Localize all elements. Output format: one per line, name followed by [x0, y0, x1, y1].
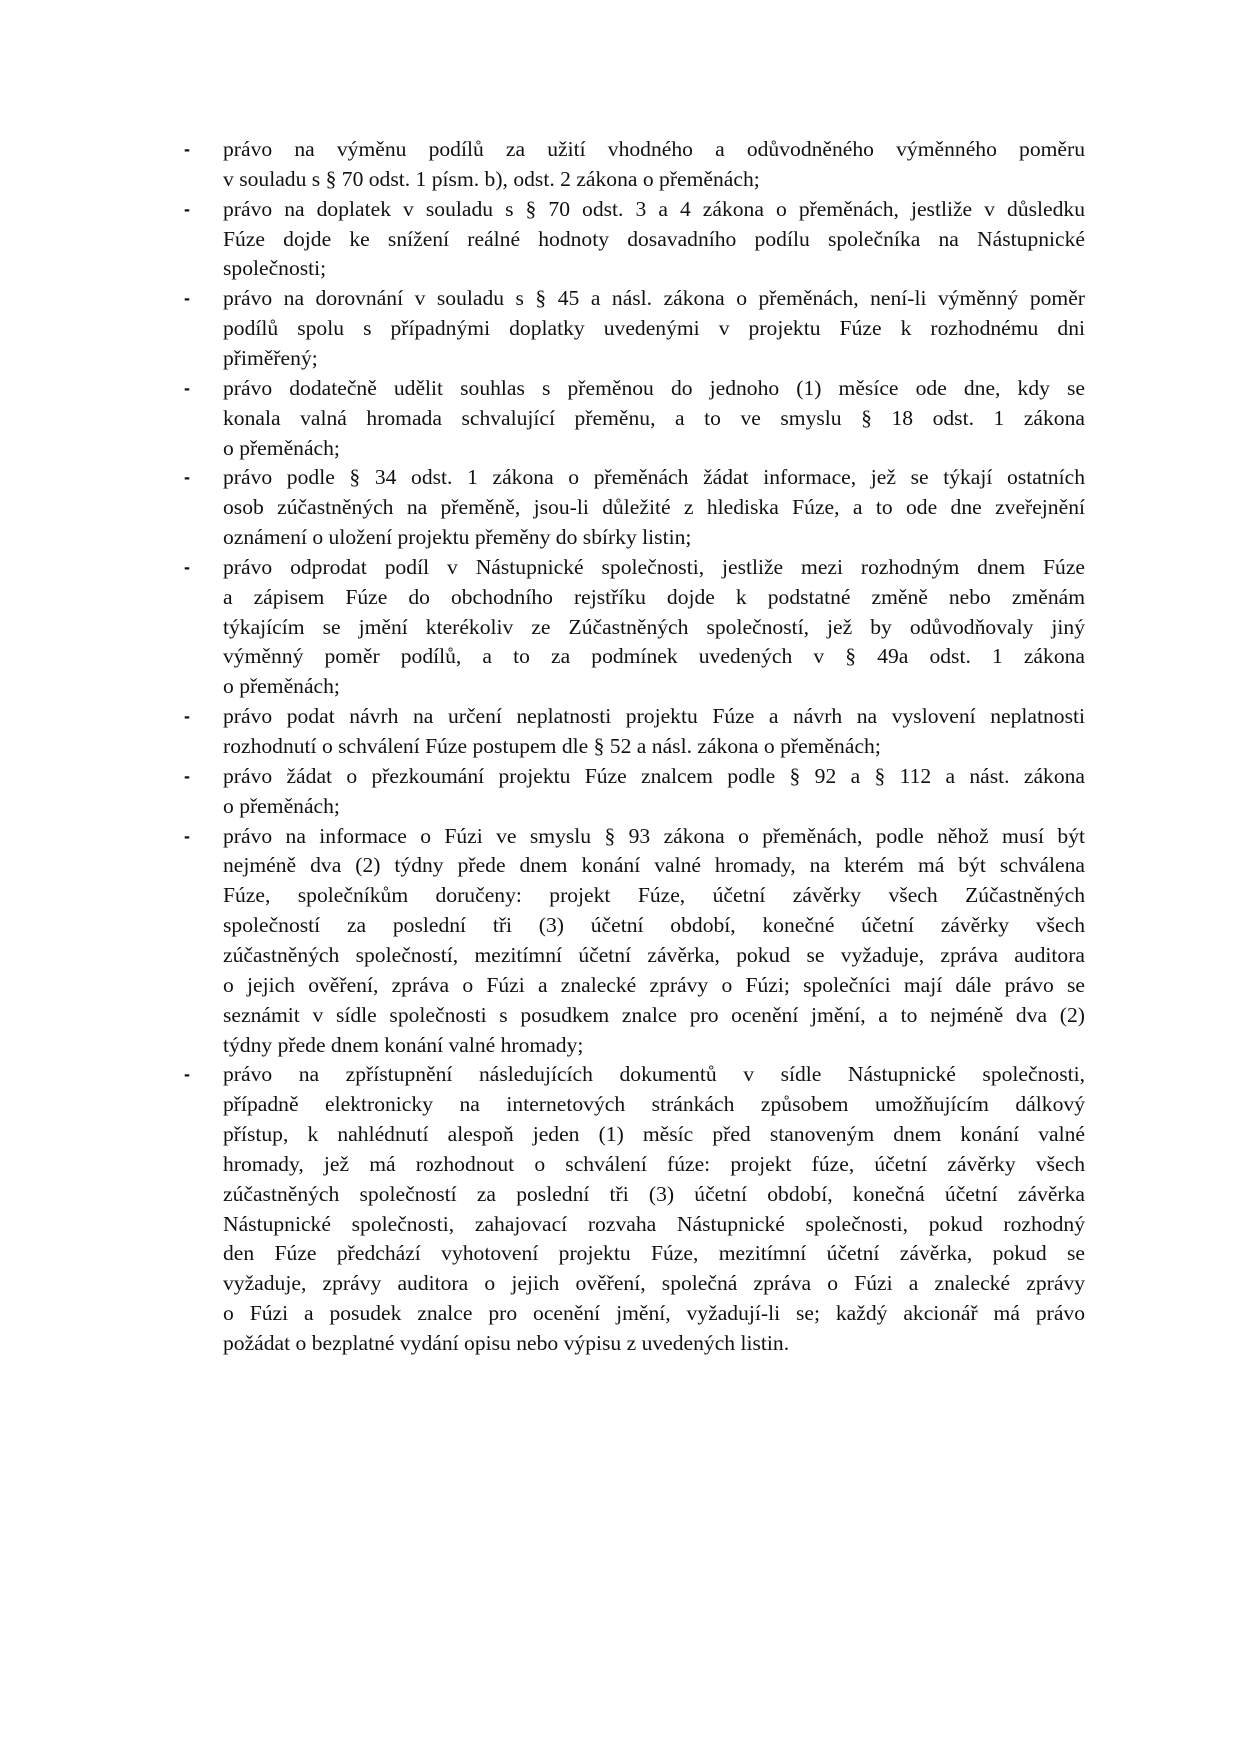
list-item-line: požádat o bezplatné vydání opisu nebo výpisu z uvedených listin. — [223, 1331, 790, 1355]
list-item-line: zúčastněných společností, mezitímní účetní závěrka, pokud se vyžaduje, zpráva auditora — [223, 942, 1085, 967]
list-item-line: osob zúčastněných na přeměně, jsou-li důležité z hlediska Fúze, a to ode dne zveřejnění — [223, 495, 1085, 520]
list-item-line: o Fúzi a posudek znalce pro ocenění jmění, vyžadují-li se; každý akcionář má právo — [223, 1301, 1085, 1326]
bullet-dash: - — [184, 139, 190, 159]
list-item-line: oznámení o uložení projektu přeměny do sbírky listin; — [223, 525, 692, 550]
bullet-dash: - — [184, 467, 190, 488]
list-item-line: nejméně dva (2) týdny přede dnem konání valné hromady, na kterém má být schválena — [223, 853, 1085, 878]
list-item-line: konala valná hromada schvalující přeměnu, a to ve smyslu § 18 odst. 1 zákona — [223, 405, 1085, 430]
list-item-line: o přeměnách; — [223, 793, 340, 818]
bullet-dash: - — [184, 706, 190, 727]
list-item-line: právo na výměnu podílů za užití vhodného a odůvodněného výměnného poměru — [223, 137, 1085, 161]
bullet-dash: - — [184, 825, 190, 846]
list-item-line: právo na dorovnání v souladu s § 45 a násl. zákona o přeměnách, není-li výměnný poměr — [223, 286, 1085, 311]
bullet-dash: - — [184, 377, 190, 398]
bullet-dash: - — [184, 198, 190, 219]
list-item-line: přístup, k nahlédnutí alespoň jeden (1) měsíc před stanoveným dnem konání valné — [223, 1122, 1085, 1147]
list-item-line: o jejich ověření, zpráva o Fúzi a znalecké zprávy o Fúzi; společníci mají dále právo se — [223, 972, 1085, 997]
list-item-line: právo podat návrh na určení neplatnosti projektu Fúze a návrh na vyslovení neplatnosti — [223, 704, 1085, 729]
list-item-line: den Fúze předchází vyhotovení projektu Fúze, mezitímní účetní závěrka, pokud se — [223, 1241, 1085, 1266]
list-item-line: právo dodatečně udělit souhlas s přeměnou do jednoho (1) měsíce ode dne, kdy se — [223, 375, 1085, 400]
bullet-dash: - — [184, 1064, 190, 1085]
list-item-line: podílů spolu s případnými doplatky uvedenými v projektu Fúze k rozhodnému dni — [223, 316, 1085, 341]
list-item-line: právo na zpřístupnění následujících dokumentů v sídle Nástupnické společnosti, — [223, 1062, 1085, 1087]
list-item-line: právo podle § 34 odst. 1 zákona o přeměnách žádat informace, jež se týkají ostatních — [223, 465, 1085, 490]
list-item-line: vyžaduje, zprávy auditora o jejich ověření, společná zpráva o Fúzi a znalecké zprávy — [223, 1271, 1085, 1296]
bullet-dash: - — [184, 288, 190, 309]
list-item-line: seznámit v sídle společnosti s posudkem znalce pro ocenění jmění, a to nejméně dva (2) — [223, 1002, 1085, 1027]
list-item-line: v souladu s § 70 odst. 1 písm. b), odst. 2 zákona o přeměnách; — [223, 166, 760, 191]
list-item-line: hromady, jež má rozhodnout o schválení fúze: projekt fúze, účetní závěrky všech — [223, 1151, 1085, 1176]
list-item-line: společností za poslední tři (3) účetní období, konečné účetní závěrky všech — [223, 913, 1085, 938]
list-item-line: rozhodnutí o schválení Fúze postupem dle § 52 a násl. zákona o přeměnách; — [223, 734, 881, 758]
bullet-dash: - — [184, 556, 190, 577]
list-item-line: případně elektronicky na internetových stránkách způsobem umožňujícím dálkový — [223, 1092, 1085, 1117]
list-item-line: právo na doplatek v souladu s § 70 odst. 3 a 4 zákona o přeměnách, jestliže v důsledku — [223, 196, 1085, 221]
list-item-line: právo odprodat podíl v Nástupnické společnosti, jestliže mezi rozhodným dnem Fúze — [223, 554, 1085, 579]
list-item-line: přiměřený; — [223, 345, 318, 370]
list-item-line: zúčastněných společností za poslední tři (3) účetní období, konečná účetní závěrka — [223, 1181, 1085, 1206]
list-item-line: o přeměnách; — [223, 674, 340, 699]
list-item-line: výměnný poměr podílů, a to za podmínek uvedených v § 49a odst. 1 zákona — [223, 644, 1085, 669]
list-item-line: Fúze, společníkům doručeny: projekt Fúze, účetní závěrky všech Zúčastněných — [223, 883, 1085, 908]
list-item-line: společnosti; — [223, 256, 327, 281]
bullet-dash: - — [184, 765, 190, 786]
list-item-line: Fúze dojde ke snížení reálné hodnoty dosavadního podílu společníka na Nástupnické — [223, 226, 1085, 251]
list-item-line: právo žádat o přezkoumání projektu Fúze znalcem podle § 92 a § 112 a nást. zákona — [223, 763, 1085, 788]
list-item-line: o přeměnách; — [223, 435, 340, 460]
list-item-line: týdny přede dnem konání valné hromady; — [223, 1032, 584, 1057]
list-item-line: Nástupnické společnosti, zahajovací rozvaha Nástupnické společnosti, pokud rozhodný — [223, 1211, 1085, 1236]
list-item-line: a zápisem Fúze do obchodního rejstříku dojde k podstatné změně nebo změnám — [223, 584, 1085, 609]
list-item-line: týkajícím se jmění kterékoliv ze Zúčastněných společností, jež by odůvodňovaly jiný — [223, 614, 1085, 639]
list-item-line: právo na informace o Fúzi ve smyslu § 93 zákona o přeměnách, podle něhož musí být — [223, 823, 1085, 848]
